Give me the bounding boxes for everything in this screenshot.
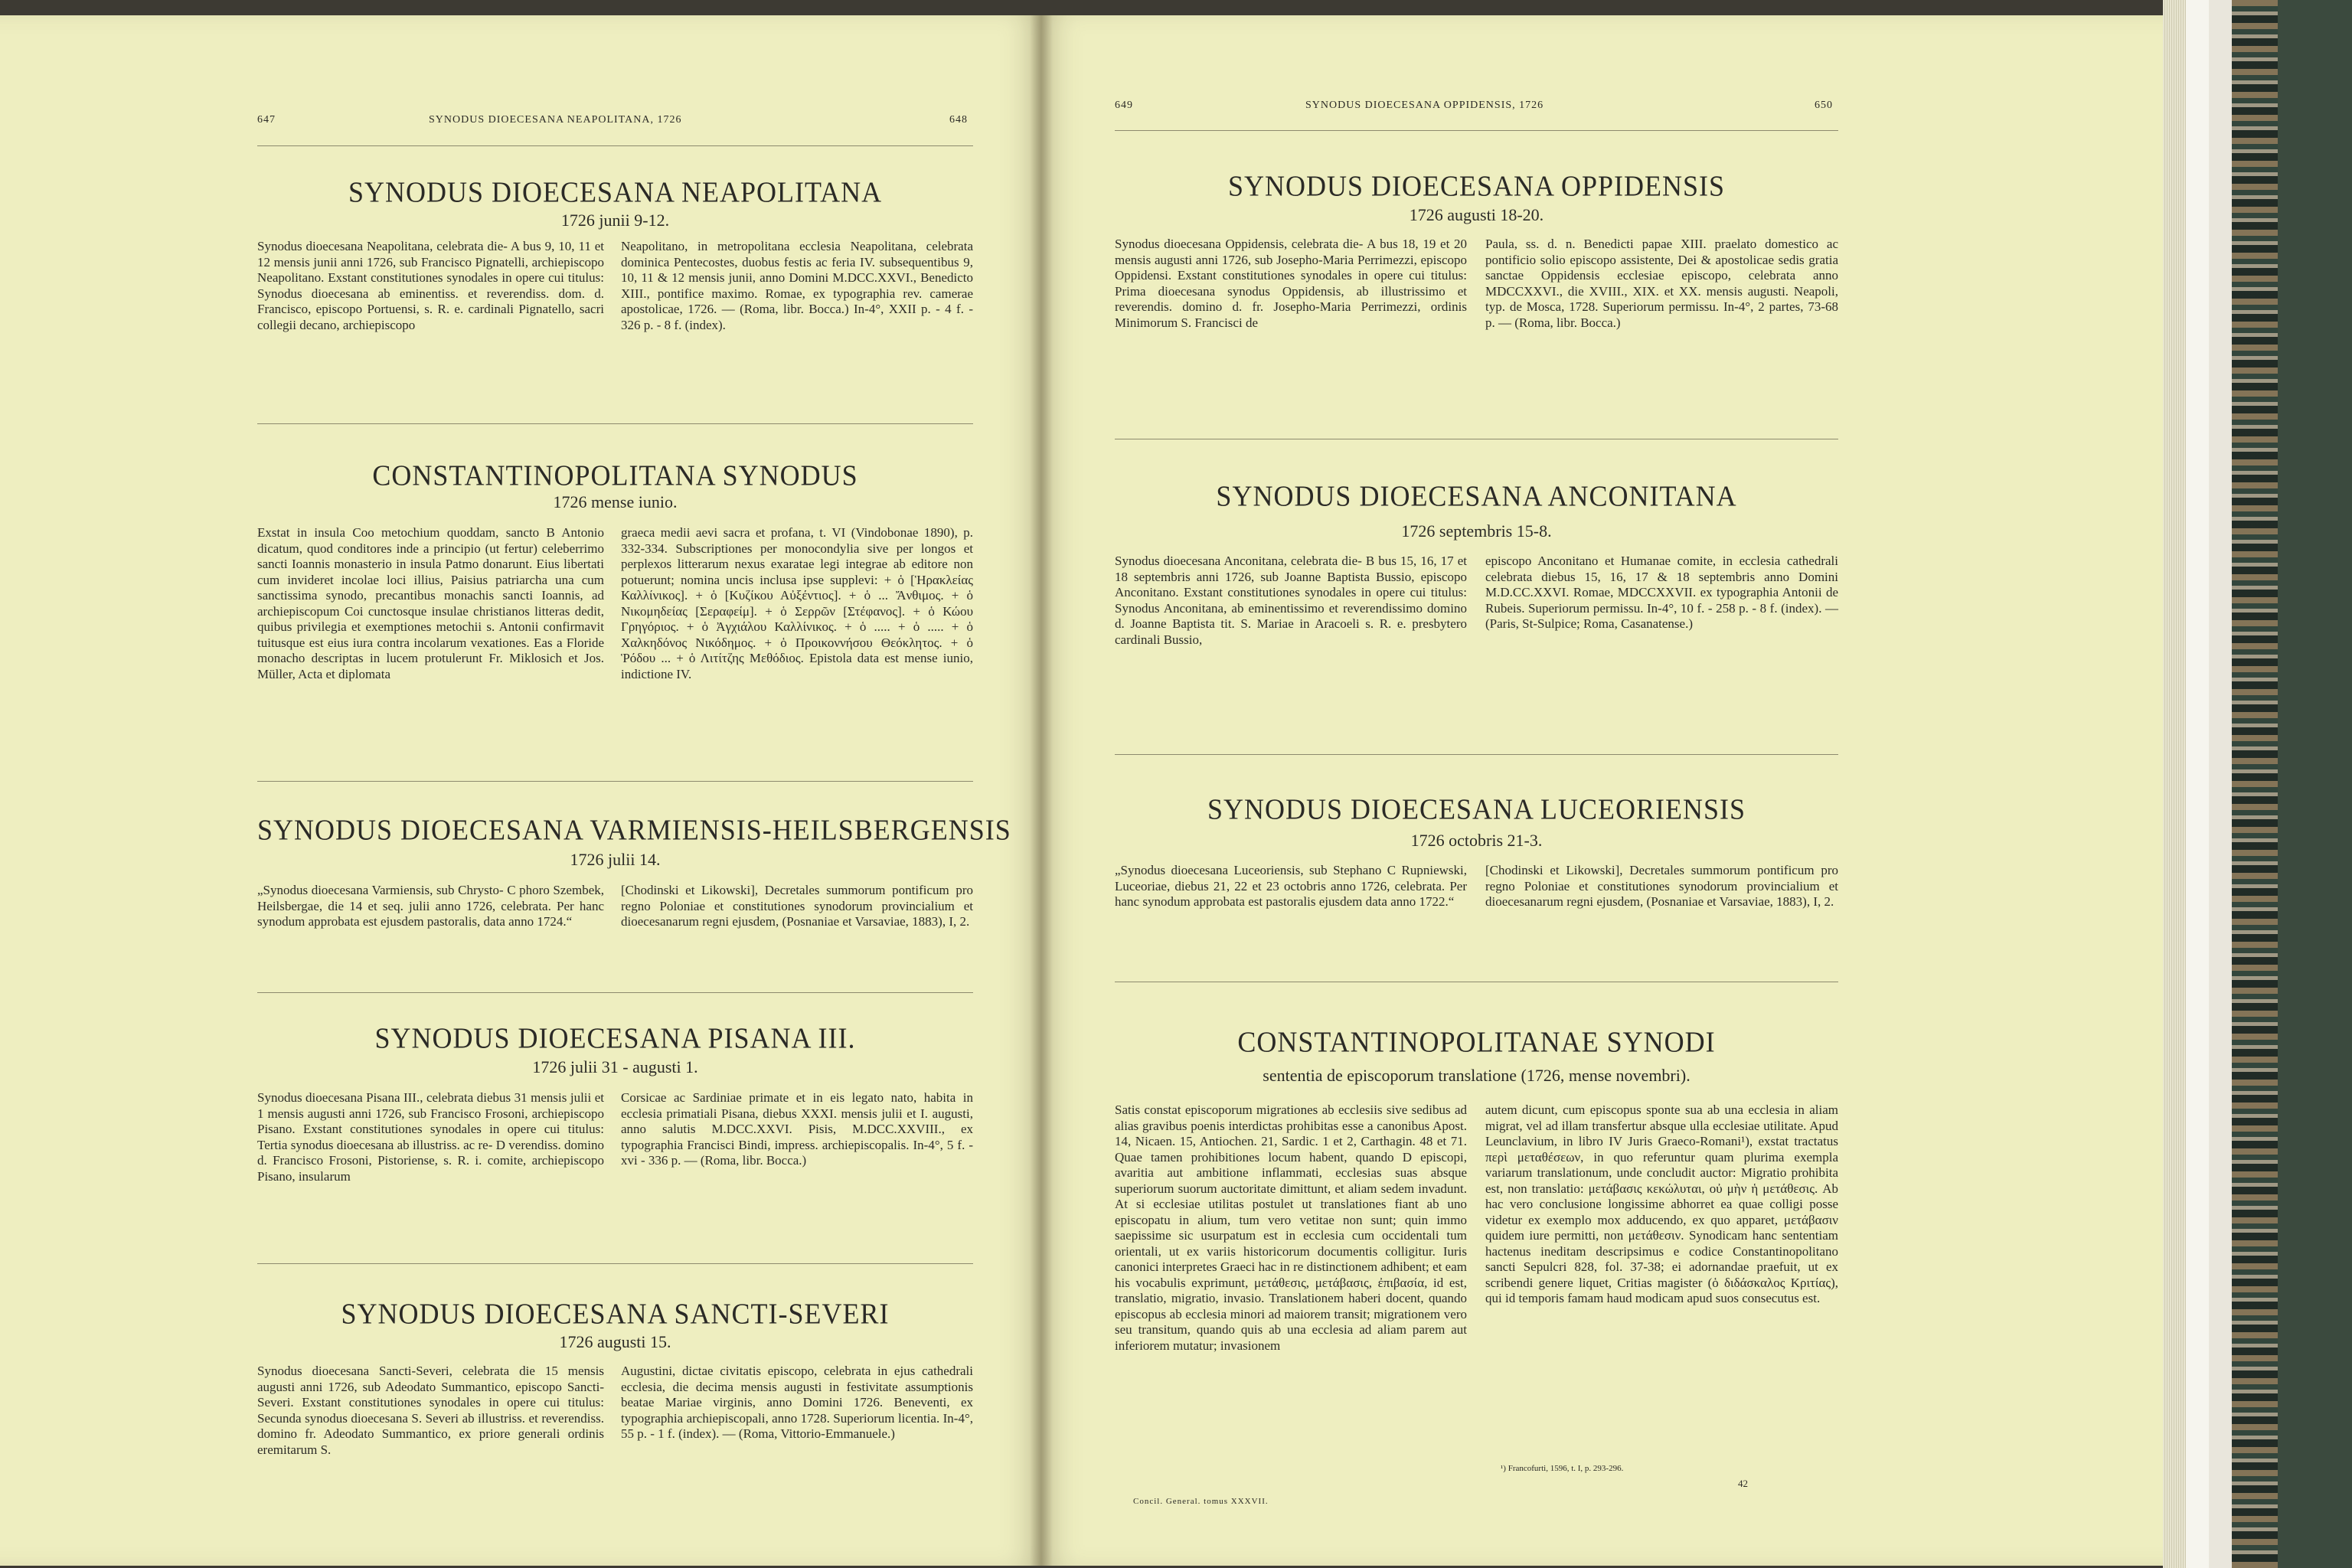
section-date: 1726 julii 31 - augusti 1. xyxy=(532,1057,698,1076)
section-date: 1726 septembris 15-8. xyxy=(1401,521,1552,541)
right-page-number-b: 650 xyxy=(1815,100,1833,111)
section-date: 1726 augusti 15. xyxy=(559,1332,671,1351)
left-page-number-a: 647 xyxy=(257,114,276,126)
section-date: sententia de episcoporum translatione (1726, mense novembri). xyxy=(1263,1066,1690,1085)
section-date: 1726 julii 14. xyxy=(570,850,661,869)
left-page-number-b: 648 xyxy=(949,114,968,126)
right-running-head: SYNODUS DIOECESANA OPPIDENSIS, 1726 xyxy=(1305,100,1544,111)
section-text-col-b: [Chodinski et Likowski], Decretales summorum pontificum pro regno Poloniae et constitutiones synodorum provincialium et dioecesanarum regni ejusdem, (Posnaniae et Varsaviae, 1883), I, 2. xyxy=(621,883,973,929)
section-text-col-b: episcopo Anconitano et Humanae comite, in ecclesia cathedrali celebrata diebus 15, 16, 17 & 18 septembris anno Domini M.D.CC.XXVI. Romae, MDCCXXVII. ex typographia Antonii de Rubeis. Superiorum permissu. In-4°, 10 f. - 258 p. - 8 f. (index). — (Paris, St-Sulpice; Roma, Casanatense.) xyxy=(1485,554,1838,631)
section-text-col-b: autem dicunt, cum episcopus sponte sua ab una ecclesia in aliam migrat, vel ad illam transfertur absque ulla ecclesiae utilitate. Apud Leunclavium, in libro IV Juris Graeco-Romani¹), exstat tractatus περὶ μεταθέσεων, in quo referuntur quam plurima exempla variarum translationum, unde concludit auctor: Migratio prohibita est, non translatio: μετάβασις κεκώλυται, οὐ μὴν ἡ μετάθεσις. Ab hac vero conclusione longissime abhorret ea quae colligi posse videtur ex exemplo mox adducendo, ex quo apparet, μετάβασιν quidem iure permitti, non μετάθεσιν. Synodicam hanc sententiam hactenus ineditam descripsimus e codice Constantinopolitano sancti Sepulcri 828, fol. 37-38; ei adornandae praefuit, ut ex scribendi genere liquet, Critias magister (ὁ διδάσκαλος Κριτίας), qui id temporis famam haud modicam apud suos consecutus est. xyxy=(1485,1102,1838,1305)
section-title: SYNODUS DIOECESANA SANCTI-SEVERI xyxy=(341,1298,890,1330)
section-text-col-a: Synodus dioecesana Pisana III., celebrata diebus 31 mensis julii et 1 mensis augusti anni 1726, sub Francisco Frosoni, archiepiscopo Pisano. Exstant constitutiones synodales in opere cui titulus: Tertia synodus dioecesana ab illustriss. ac re- D verendiss. domino d. Francisco Frosoni, Pistoriense, s. R. i. comite, archiepiscopo Pisano, insularum xyxy=(257,1090,604,1184)
section-title: SYNODUS DIOECESANA PISANA III. xyxy=(374,1022,856,1054)
section-divider xyxy=(257,423,973,424)
section-divider xyxy=(257,1263,973,1264)
book-board xyxy=(2186,0,2209,1568)
section-text-col-a: „Synodus dioecesana Varmiensis, sub Chrysto- C phoro Szembek, Heilsbergae, die 14 et seq. julii anno 1726, celebrata. Per hanc synodum approbata est ejusdem pastoralis, data anno 1724.“ xyxy=(257,883,604,929)
section-date: 1726 octobris 21-3. xyxy=(1410,831,1543,850)
page-fore-edge xyxy=(2163,0,2186,1568)
section-date: 1726 mense iunio. xyxy=(553,492,678,511)
section-text-col-b: Corsicae ac Sardiniae primate et in eis legato nato, habita in ecclesia primatiali Pisana, diebus XXXI. mensis julii et I. augusti, anno salutis M.DCC.XXVI. Pisis, M.DCC.XXVIII., ex typographia Francisci Bindi, impress. archiepiscopalis. In-4°, 5 f. - xvi - 336 p. — (Roma, libr. Bocca.) xyxy=(621,1090,973,1168)
section-divider xyxy=(257,781,973,782)
marbled-endpaper xyxy=(2232,0,2278,1568)
section-title: SYNODUS DIOECESANA OPPIDENSIS xyxy=(1227,170,1726,202)
section-text-col-a: „Synodus dioecesana Luceoriensis, sub Stephano C Rupniewski, Luceoriae, diebus 21, 22 et 23 octobris anno 1726, celebrata. Per hanc synodum approbata est pastoralis ejusdem data anno 1722.“ xyxy=(1115,863,1467,909)
section-text-col-a: Synodus dioecesana Sancti-Severi, celebrata die 15 mensis augusti anni 1726, sub Adeodato Summantico, episcopo Sancti-Severi. Exstant constitutiones synodales in opere cui titulus: Secunda synodus dioecesana S. Severi ab illustriss. et reverendiss. domino fr. Adeodato Summantico, ex priore generali ordinis eremitarum S. xyxy=(257,1364,604,1457)
section-text-col-a: Synodus dioecesana Neapolitana, celebrata die- A bus 9, 10, 11 et 12 mensis junii anni 1726, sub Francisco Pignatelli, archiepiscopo Neapolitano. Exstant constitutiones synodales in opere cui titulus: Synodus dioecesana ab eminentiss. et reverendiss. dom. d. Francisco, episcopo Portuensi, s. R. e. cardinali Pignatello, sacri collegii decano, archiepiscopo xyxy=(257,239,604,332)
section-text-col-b: Neapolitano, in metropolitana ecclesia Neapolitana, celebrata dominica Pentecostes, duobus festis ac feria IV. subsequentibus 9, 10, 11 & 12 mensis junii, anno Domini M.DCC.XXVI., Benedicto XIII., pontifice maximo. Romae, ex typographia rev. camerae apostolicae, 1726. — (Roma, libr. Bocca.) In-4°, XXII p. - 4 f. - 326 p. - 8 f. (index). xyxy=(621,239,973,332)
section-text-col-a: Exstat in insula Coo metochium quoddam, sancto B Antonio dicatum, quod conditores inde a principio (ut fertur) celeberrimo sancti Ioannis monasterio in insula Patmo donarunt. Eius libertati cum invideret incolae loci illius, Paisius patriarcha una cum sanctissima synodo, precantibus monachis sancti Ioannis, ad archiepiscopum Coi cunctosque insulae christianos litteras dedit, quibus privilegia et exemptiones metochii s. Antonii confirmavit tuitusque est eius iura contra incolarum vexationes. Eas a Floride monacho descriptas in lucem protulerunt Fr. Miklosich et Jos. Müller, Acta et diplomata xyxy=(257,525,604,681)
book-spine xyxy=(2209,0,2232,1568)
section-text-col-b: Paula, ss. d. n. Benedicti papae XIII. praelato domestico ac pontificio solio episcopo assistente, Dei & apostolicae sedis gratia sanctae Oppidensis ecclesiae episcopo, celebrata anno MDCCXXVI., die XVIII., XIX. et XX. mensis augusti. Neapoli, typ. de Mosca, 1728. Superiorum permissu. In-4°, 2 partes, 73-68 p. — (Roma, libr. Bocca.) xyxy=(1485,237,1838,330)
book-gutter xyxy=(1030,15,1053,1566)
left-running-head: SYNODUS DIOECESANA NEAPOLITANA, 1726 xyxy=(429,114,682,126)
section-divider xyxy=(257,992,973,993)
section-title: SYNODUS DIOECESANA VARMIENSIS-HEILSBERGENSIS xyxy=(257,814,1011,846)
section-text-col-a: Synodus dioecesana Anconitana, celebrata die- B bus 15, 16, 17 et 18 septembris anni 1726, sub Joanne Baptista Bussio, episcopo Anconitano. Exstant constitutiones synodales in opere cui titulus: Synodus Anconitana, ab eminentissimo et reverendissimo domino d. Joanne Baptista tit. S. Mariae in Aracoeli s. R. e. presbytero cardinali Bussio, xyxy=(1115,554,1467,647)
section-text-col-a: Synodus dioecesana Oppidensis, celebrata die- A bus 18, 19 et 20 mensis augusti anni 1726, sub Josepho-Maria Perrimezzi, episcopo Oppidensi. Exstant constitutiones synodales in opere cui titulus: Prima dioecesana synodus Oppidensis, ab illustrissimo et reverendis. domino d. fr. Josepho-Maria Perrimezzi, ordinis Minimorum S. Francisci de xyxy=(1115,237,1467,330)
section-title: CONSTANTINOPOLITANA SYNODUS xyxy=(372,459,858,492)
section-date: 1726 junii 9-12. xyxy=(560,211,670,230)
printer-signature: Concil. General. tomus XXXVII. xyxy=(1133,1497,1269,1506)
section-title: CONSTANTINOPOLITANAE SYNODI xyxy=(1237,1026,1716,1058)
section-date: 1726 augusti 18-20. xyxy=(1409,205,1544,224)
right-page-number-a: 649 xyxy=(1115,100,1133,111)
section-text-col-b: [Chodinski et Likowski], Decretales summorum pontificum pro regno Poloniae et constitutiones synodorum provincialium et dioecesanarum regni ejusdem, (Posnaniae et Varsaviae, 1883), I, 2. xyxy=(1485,863,1838,909)
section-title: SYNODUS DIOECESANA ANCONITANA xyxy=(1216,480,1737,512)
header-rule xyxy=(1115,130,1838,131)
header-rule xyxy=(257,145,973,146)
section-text-col-a: Satis constat episcoporum migrationes ab ecclesiis sive sedibus ad alias gravibus poenis interdictas prohibitas esse a canonibus Apost. 14, Nicaen. 15, Antiochen. 21, Sardic. 1 et 2, Carthagin. 48 et 71. Quae tamen prohibitiones locum habent, quando D episcopi, avaritia aut ambitione inflammati, ecclesias suas absque superiorum suorum auctoritate dimittunt, et aliam sedem invadunt. At si ecclesiae utilitas postulet ut translationes fiant ab uno episcopatu in alium, tum vero vetitae non sunt; quin immo saepissime sic usurpatum est in ecclesia cum occidentali tum orientali, ut ex variis historicorum documentis colligitur. Iuris canonici interpretes Graeci hac in re distinctionem adhibent; et eam his vocabulis exprimunt, μετάθεσις, μετάβασις, ἐπιβασία, id est, translatio, migratio, invasio. Translationem haberi docent, quando episcopus ab ecclesia minori ad maiorem transit; migrationem vero seu transitum, quando quis ab una ecclesia ad aliam parem aut inferiorem mutatur; invasionem xyxy=(1115,1102,1467,1353)
section-divider xyxy=(1115,754,1838,755)
sheet-number: 42 xyxy=(1738,1478,1748,1489)
section-title: SYNODUS DIOECESANA NEAPOLITANA xyxy=(348,176,883,208)
section-title: SYNODUS DIOECESANA LUCEORIENSIS xyxy=(1207,793,1746,825)
footnote: ¹) Francofurti, 1596, t. I, p. 293-296. xyxy=(1501,1464,1624,1473)
section-text-col-b: graeca medii aevi sacra et profana, t. VI (Vindobonae 1890), p. 332-334. Subscriptiones per monocondylia sive per longos et perplexos litterarum nexus exaratae legi integrae ab editore non potuerunt; nomina uncis inclusa ipse supplevi: + ὁ [Ἡρακλείας Καλλίνικος]. + ὁ [Κυζίκου Αὐξέντιος]. + ὁ ... Ἄνθιμος. + ὁ Νικομηδείας [Σεραφείμ]. + ὁ Σερρῶν [Στέφανος]. + ὁ Κώου Γρηγόριος. + ὁ Ἀγχιάλου Καλλίνικος. + ὁ ..... + ὁ ..... + ὁ Χαλκηδόνος Νικόδημος. + ὁ Προικοννήσου Θεόκλητος. + ὁ Ῥόδου ... + ὁ Λιτίτζης Μεθόδιος. Epistola data est mense iunio, indictione IV. xyxy=(621,525,973,681)
section-text-col-b: Augustini, dictae civitatis episcopo, celebrata in ejus cathedrali ecclesia, die decima mensis augusti in festivitate assumptionis beatae Mariae virginis, anno Domini 1726. Beneventi, ex typographia archiepiscopali, anno 1728. Superiorum licentia. In-4°, 55 p. - 1 f. (index). — (Roma, Vittorio-Emmanuele.) xyxy=(621,1364,973,1441)
